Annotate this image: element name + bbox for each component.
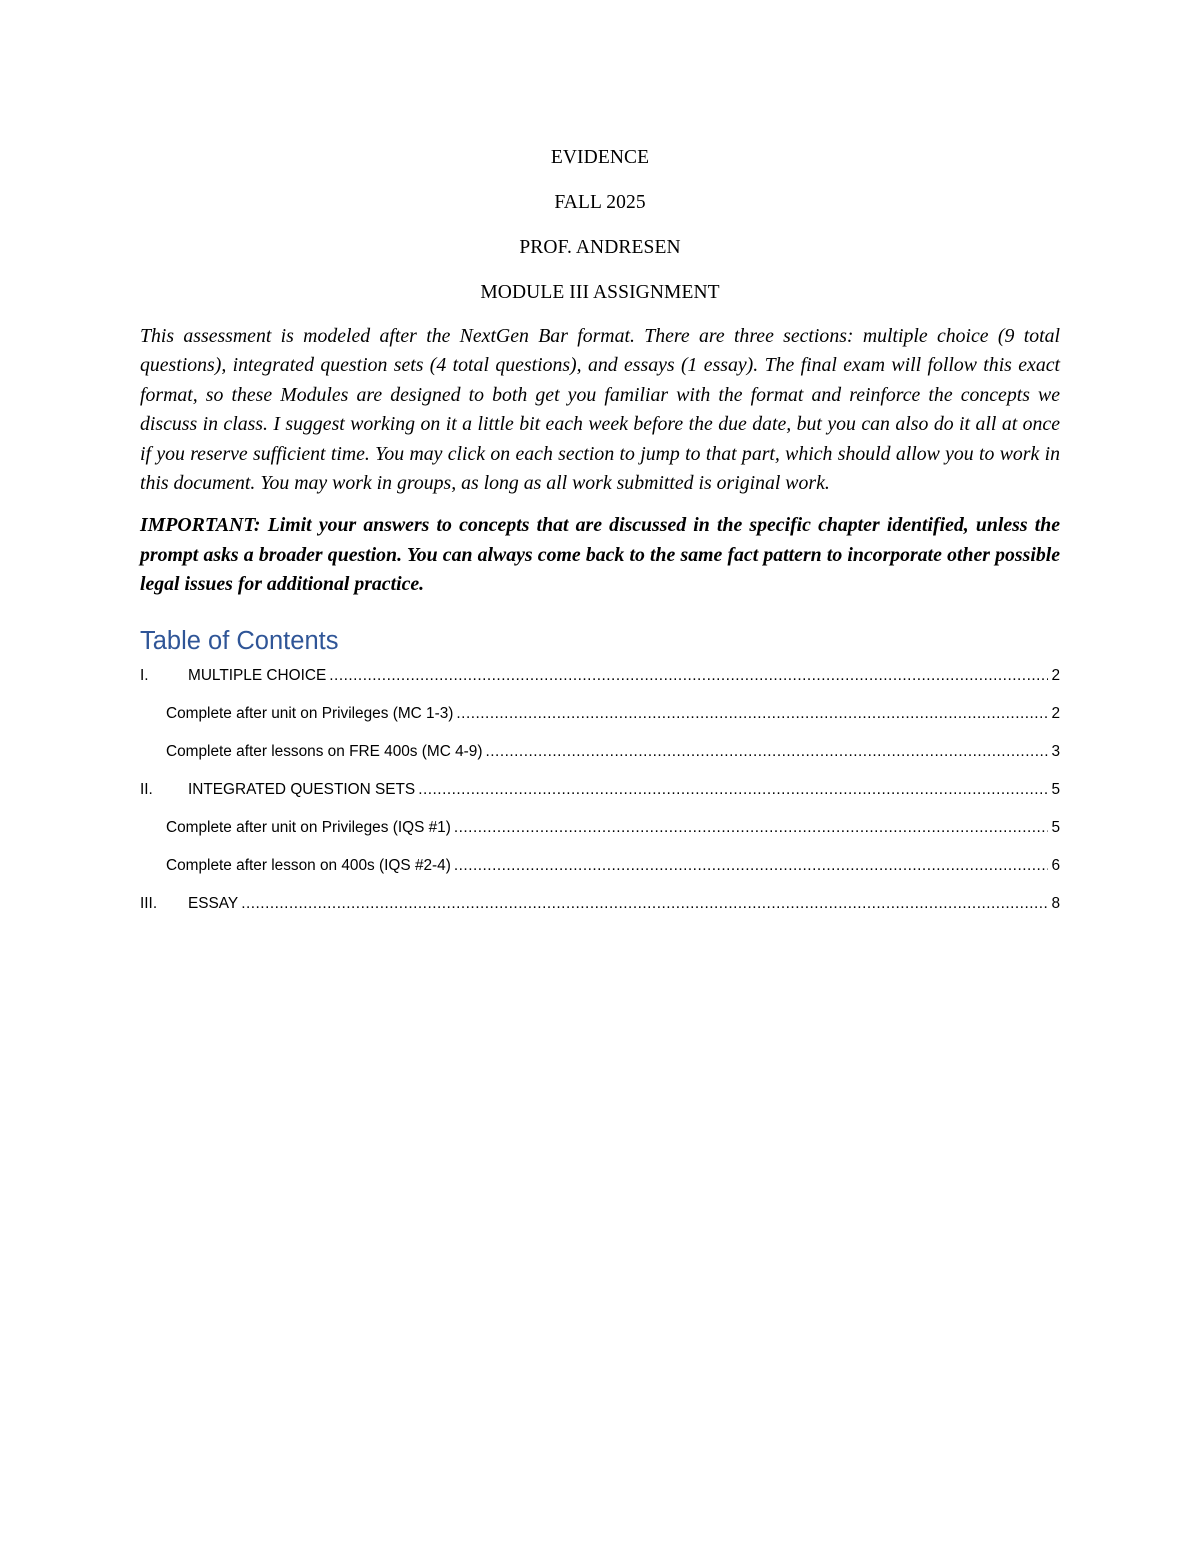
toc-entry-label: Complete after unit on Privileges (IQS #1) bbox=[166, 818, 451, 836]
toc-entry-label: ESSAY bbox=[188, 894, 239, 912]
toc-entry-page: 8 bbox=[1051, 894, 1060, 912]
important-notice: IMPORTANT: Limit your answers to concepts that are discussed in the specific chapter identified, unless the prompt asks a broader question. You can always come back to the same fact pattern to incorporate other possible legal issues for additional practice. bbox=[140, 514, 1060, 596]
assignment-title: MODULE III ASSIGNMENT bbox=[480, 282, 720, 303]
toc-dot-leader bbox=[454, 815, 1049, 841]
toc-entry-label: MULTIPLE CHOICE bbox=[188, 666, 327, 684]
toc-dot-leader bbox=[486, 739, 1049, 765]
toc-entry-integrated-question-sets[interactable] bbox=[140, 777, 1060, 815]
toc-dot-leader bbox=[454, 853, 1049, 879]
toc-entry-page: 6 bbox=[1051, 856, 1060, 874]
intro-paragraph: This assessment is modeled after the NextGen Bar format. There are three sections: multiple choice (9 total questions), integrated question sets (4 total questions), and essays (1 essay). The final exam will follow this exact format, so these Modules are designed to both get you familiar with the format and reinforce the concepts we discuss in class. I suggest working on it a little bit each week before the due date, but you can also do it all at once if you reserve sufficient time. You may click on each section to jump to that part, which should allow you to work in this document. You may work in groups, as long as all work submitted is original work. bbox=[140, 325, 1060, 495]
toc-entry-page: 5 bbox=[1051, 818, 1060, 836]
toc-entry-label: INTEGRATED QUESTION SETS bbox=[188, 780, 416, 798]
toc-entry-number: III. bbox=[140, 894, 158, 912]
toc-entry-mc-privileges[interactable] bbox=[140, 701, 1060, 739]
toc-entry-label: Complete after lesson on 400s (IQS #2-4) bbox=[166, 856, 451, 874]
toc-entry-iqs-privileges[interactable] bbox=[140, 815, 1060, 853]
table-of-contents bbox=[140, 663, 1060, 929]
course-title: EVIDENCE bbox=[550, 147, 650, 168]
toc-entry-page: 2 bbox=[1051, 704, 1060, 722]
toc-entry-page: 3 bbox=[1051, 742, 1060, 760]
page-content bbox=[140, 140, 1060, 929]
toc-entry-essay[interactable] bbox=[140, 891, 1060, 929]
toc-entry-label: Complete after lessons on FRE 400s (MC 4-9) bbox=[166, 742, 483, 760]
toc-dot-leader bbox=[241, 891, 1048, 917]
toc-dot-leader bbox=[329, 663, 1048, 689]
toc-entry-mc-fre-400s[interactable] bbox=[140, 739, 1060, 777]
toc-dot-leader bbox=[456, 701, 1048, 727]
toc-entry-iqs-400s[interactable] bbox=[140, 853, 1060, 891]
term-line: FALL 2025 bbox=[554, 192, 646, 213]
toc-entry-number: II. bbox=[140, 780, 153, 798]
toc-entry-number: I. bbox=[140, 666, 149, 684]
toc-heading: Table of Contents bbox=[140, 626, 339, 655]
toc-dot-leader bbox=[418, 777, 1048, 803]
toc-entry-page: 5 bbox=[1051, 780, 1060, 798]
professor-line: PROF. ANDRESEN bbox=[519, 237, 681, 258]
toc-entry-multiple-choice[interactable] bbox=[140, 663, 1060, 701]
toc-entry-page: 2 bbox=[1051, 666, 1060, 684]
toc-entry-label: Complete after unit on Privileges (MC 1-3) bbox=[166, 704, 454, 722]
